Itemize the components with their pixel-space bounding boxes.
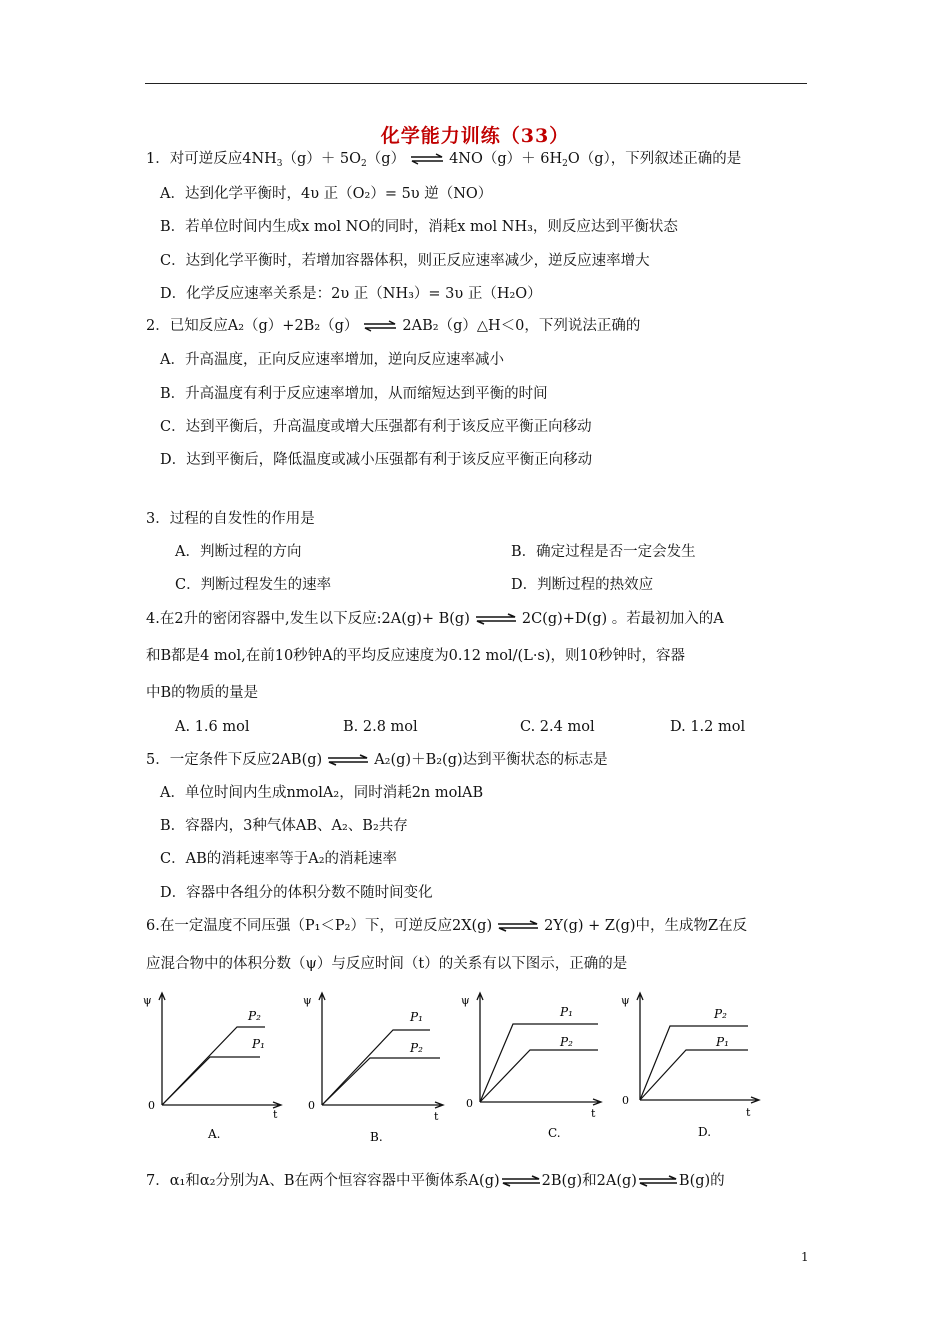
q3-option-a: A．判断过程的方向 — [175, 544, 302, 560]
q1-sub: 2 — [361, 159, 367, 169]
x-axis — [480, 1099, 601, 1105]
graph-label: B. — [370, 1130, 383, 1144]
q5-stem — [146, 751, 608, 769]
equilibrium-arrow-icon — [638, 1175, 678, 1187]
q1-option-b: B．若单位时间内生成x mol NO的同时，消耗x mol NH₃，则反应达到平衡状态 — [160, 219, 678, 235]
q4-option-d: D. 1.2 mol — [670, 719, 746, 735]
curve-label-upper: P₂ — [714, 1007, 727, 1021]
q2-stem-part: 2．已知反应A₂（g）+2B₂（g） — [146, 318, 359, 334]
q2-option-a: A．升高温度，正向反应速率增加，逆向反应速率减小 — [160, 352, 504, 368]
q1-stem-part: 1．对可逆反应4NH — [146, 151, 277, 167]
q6-graph-b — [300, 990, 450, 1145]
curve-label-lower: P₂ — [560, 1035, 573, 1049]
header-rule — [145, 83, 807, 84]
q1-stem-part: O（g），下列叙述正确的是 — [567, 151, 742, 167]
x-axis — [162, 1102, 281, 1108]
q1-sub: 3 — [276, 159, 283, 169]
q4-stem-part: 4.在2升的密闭容器中,发生以下反应:2A(g)+ B(g) — [146, 611, 470, 627]
q5-stem-part: A₂(g)＋B₂(g)达到平衡状态的标志是 — [374, 752, 608, 768]
q2-stem — [146, 317, 640, 335]
y-axis-label: ψ — [621, 994, 630, 1007]
q1-stem-part: （g） — [366, 151, 406, 167]
curve-label-upper: P₂ — [248, 1009, 261, 1023]
equilibrium-arrow-icon — [496, 920, 540, 932]
q2-option-b: B．升高温度有利于反应速率增加，从而缩短达到平衡的时间 — [160, 386, 548, 402]
curve-upper — [480, 1024, 598, 1102]
curve-label-lower: P₂ — [410, 1041, 423, 1055]
q5-stem-part: 5．一定条件下反应2AB(g) — [146, 752, 323, 768]
q4-stem-line3: 中B的物质的量是 — [146, 685, 259, 701]
curve-label-lower: P₁ — [252, 1037, 265, 1051]
origin-label: 0 — [308, 1099, 315, 1112]
curve-label-lower: P₁ — [716, 1035, 729, 1049]
q1-sub: 2 — [562, 159, 568, 169]
curve-upper — [162, 1027, 265, 1105]
y-axis-label: ψ — [303, 994, 312, 1007]
q4-option-a: A. 1.6 mol — [175, 719, 250, 735]
q6-graph-a — [140, 990, 290, 1145]
q4-stem-line1 — [146, 610, 724, 628]
equilibrium-arrow-icon — [409, 153, 445, 165]
q4-option-c: C. 2.4 mol — [520, 719, 595, 735]
q7-stem — [146, 1172, 725, 1190]
equilibrium-arrow-icon — [362, 320, 398, 332]
curve-lower — [640, 1050, 748, 1100]
curve-lower — [480, 1050, 598, 1102]
q5-option-b: B．容器内，3种气体AB、A₂、B₂共存 — [160, 818, 408, 834]
q5-option-a: A．单位时间内生成nmolA₂，同时消耗2n molAB — [160, 785, 484, 801]
q4-stem-part: 2C(g)+D(g) 。若最初加入的A — [521, 611, 724, 627]
y-axis — [319, 993, 325, 1105]
graph-label: A. — [208, 1127, 221, 1141]
q7-stem-part: 2B(g)和2A(g) — [541, 1173, 637, 1189]
origin-label: 0 — [622, 1094, 629, 1107]
x-axis-label: t — [273, 1108, 278, 1121]
page-number: 1 — [801, 1250, 809, 1264]
y-axis — [477, 993, 483, 1102]
q6-stem-part: 6.在一定温度不同压强（P₁＜P₂）下，可逆反应2X(g) — [146, 918, 493, 934]
q3-option-d: D．判断过程的热效应 — [511, 577, 654, 593]
q5-option-d: D．容器中各组分的体积分数不随时间变化 — [160, 885, 433, 901]
curve-lower — [162, 1057, 260, 1105]
origin-label: 0 — [466, 1097, 473, 1110]
equilibrium-arrow-icon — [501, 1175, 541, 1187]
q7-stem-part: B(g)的 — [678, 1173, 725, 1189]
curve-label-upper: P₁ — [560, 1005, 573, 1019]
q1-option-d: D．化学反应速率关系是：2υ 正（NH₃）= 3υ 正（H₂O） — [160, 286, 542, 302]
q3-option-c: C．判断过程发生的速率 — [175, 577, 332, 593]
q6-stem-part: 2Y(g) + Z(g)中，生成物Z在反 — [544, 918, 748, 934]
y-axis — [159, 993, 165, 1105]
q3-option-b: B．确定过程是否一定会发生 — [511, 544, 696, 560]
x-axis-label: t — [434, 1110, 439, 1123]
x-axis — [322, 1102, 443, 1108]
q4-stem-line2: 和B都是4 mol,在前10秒钟A的平均反应速度为0.12 mol/(L·s)，则10秒钟时，容器 — [146, 648, 685, 664]
page-title: 化学能力训练（33） — [380, 125, 570, 147]
q3-stem: 3．过程的自发性的作用是 — [146, 511, 315, 527]
q1-option-a: A．达到化学平衡时，4υ 正（O₂）= 5υ 逆（NO） — [160, 186, 493, 202]
equilibrium-arrow-icon — [474, 613, 518, 625]
curve-lower — [322, 1058, 440, 1105]
q7-stem-part: 7．α₁和α₂分别为A、B在两个恒容容器中平衡体系A(g) — [146, 1173, 500, 1189]
q1-stem — [146, 150, 741, 173]
curve-label-upper: P₁ — [410, 1010, 423, 1024]
y-axis — [637, 993, 643, 1100]
q1-stem-part: 4NO（g）＋ 6H — [449, 151, 563, 167]
x-axis-label: t — [591, 1107, 596, 1120]
graph-label: D. — [698, 1125, 712, 1139]
q5-option-c: C．AB的消耗速率等于A₂的消耗速率 — [160, 851, 398, 867]
q4-option-b: B. 2.8 mol — [343, 719, 418, 735]
q2-option-d: D．达到平衡后，降低温度或减小压强都有利于该反应平衡正向移动 — [160, 452, 593, 468]
q1-stem-part: （g）＋ 5O — [282, 151, 362, 167]
curve-upper — [640, 1026, 748, 1100]
q6-stem-line2: 应混合物中的体积分数（ψ）与反应时间（t）的关系有以下图示，正确的是 — [146, 956, 628, 972]
x-axis-label: t — [746, 1106, 751, 1119]
y-axis-label: ψ — [461, 994, 470, 1007]
x-axis — [640, 1097, 759, 1103]
q6-graph-d — [618, 990, 778, 1145]
q6-stem-line1 — [146, 917, 747, 935]
origin-label: 0 — [148, 1099, 155, 1112]
graph-label: C. — [548, 1126, 561, 1140]
y-axis-label: ψ — [143, 994, 152, 1007]
q6-graph-c — [458, 990, 608, 1145]
q1-option-c: C．达到化学平衡时，若增加容器体积，则正反应速率减少，逆反应速率增大 — [160, 253, 650, 269]
equilibrium-arrow-icon — [326, 754, 370, 766]
q2-option-c: C．达到平衡后，升高温度或增大压强都有利于该反应平衡正向移动 — [160, 419, 592, 435]
q2-stem-part: 2AB₂（g）△H＜0，下列说法正确的 — [402, 318, 641, 334]
